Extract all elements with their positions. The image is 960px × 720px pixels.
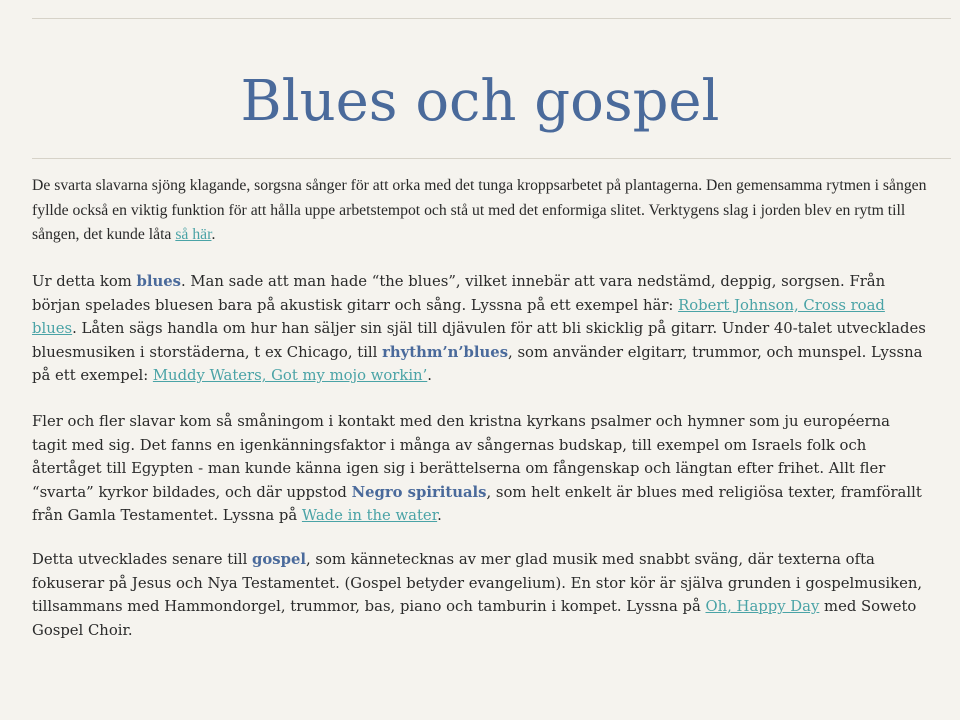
link-sa-har[interactable]: så här [175, 226, 212, 243]
paragraph-text: , som använder elgitarr, trummor, och munspel. Lyssna på ett exempel: [32, 343, 923, 384]
paragraph-text: , som kännetecknas av mer glad musik med snabbt sväng, där texterna ofta fokuserar på Jesus och Nya Testamentet. (Gospel betyder evangelium). En stor kör är själva grunden i gospelmusiken, tillsammans med Hammondorgel, trummor, bas, piano och tamburin i kompet. Lyssna på [32, 551, 923, 615]
paragraph-text: Detta utvecklades senare till [32, 551, 253, 568]
link-robert-johnson[interactable]: Robert Johnson, Cross road blues [32, 296, 885, 337]
paragraph-text: , som helt enkelt är blues med religiösa texter, framförallt från Gamla Testamentet. Lyssna på [32, 483, 922, 524]
paragraph-text: . Man sade att man hade “the blues”, vilket innebär att vara nedstämd, deppig, sorgsen. Från början spelades bluesen bara på akustisk gitarr och sång. Lyssna på ett exempel här: [32, 273, 886, 314]
paragraph-intro [32, 174, 927, 248]
paragraph-spirituals [32, 410, 927, 528]
title-divider [32, 158, 951, 159]
emphasis-rhythm-n-blues: rhythm’n’blues [382, 343, 509, 361]
link-oh-happy-day[interactable]: Oh, Happy Day [705, 598, 820, 615]
paragraph-text: . [427, 367, 433, 384]
paragraph-text: De svarta slavarna sjöng klagande, sorgsna sånger för att orka med det tunga kroppsarbetet på plantagerna. Den gemensamma rytmen i sången fyllde också en viktig funktion för att hålla uppe arbetstempot och stå ut med det enformiga slitet. Verktygens slag i jorden blev en rytm till sången, det kunde låta [32, 177, 927, 243]
paragraph-text: . Låten sägs handla om hur han säljer sin själ till djävulen för att bli skicklig på gitarr. Under 40-talet utvecklades bluesmusiken i storstäderna, t ex Chicago, till [32, 320, 926, 361]
page-title: Blues och gospel [240, 69, 720, 134]
paragraph-blues [32, 270, 927, 388]
paragraph-text: Fler och fler slavar kom så småningom i kontakt med den kristna kyrkans psalmer och hymner som ju européerna tagit med sig. Det fanns en igenkänningsfaktor i många av sångernas budskap, till exempel om Israels folk och återtåget till Egypten - man kunde känna igen sig i berättelserna om fångenskap och längtan efter frihet. Allt fler “svarta” kyrkor bildades, och där uppstod [32, 413, 890, 501]
link-wade-in-the-water[interactable]: Wade in the water [301, 507, 438, 524]
top-divider [32, 18, 951, 19]
paragraph-text: . [437, 507, 442, 524]
paragraph-text: . [211, 226, 216, 243]
paragraph-text: Ur detta kom [32, 273, 137, 290]
emphasis-blues: blues [136, 273, 181, 290]
emphasis-negro-spirituals: Negro spirituals [351, 483, 487, 501]
link-muddy-waters[interactable]: Muddy Waters, Got my mojo workin’ [152, 367, 428, 384]
emphasis-gospel: gospel [252, 551, 306, 568]
paragraph-text: med Soweto Gospel Choir. [32, 598, 917, 639]
paragraph-gospel [32, 548, 927, 642]
